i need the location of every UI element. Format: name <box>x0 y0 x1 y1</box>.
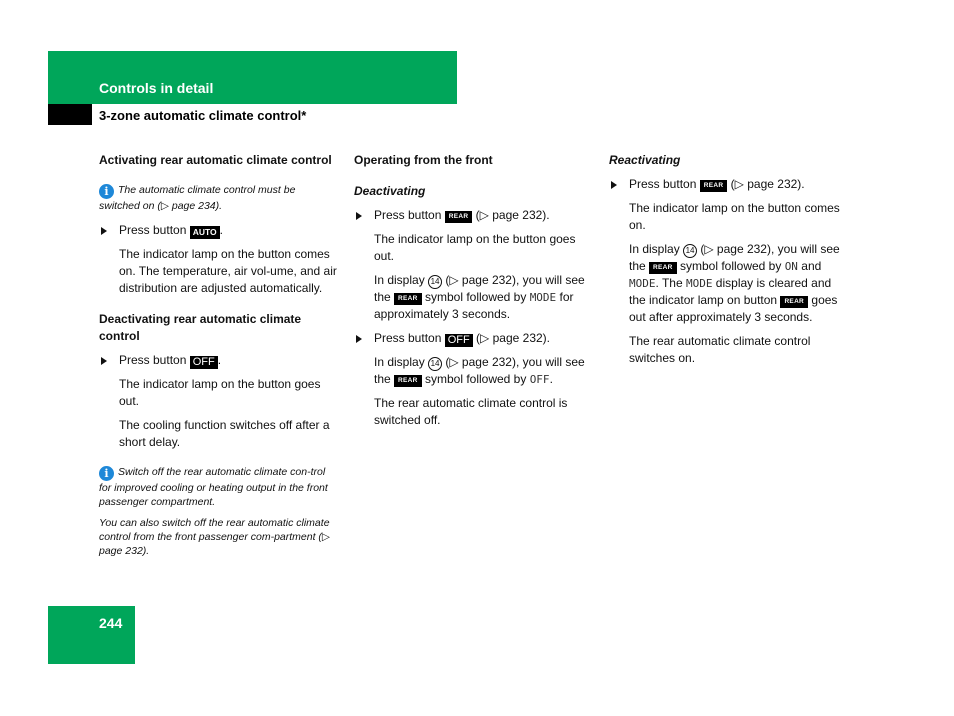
paragraph: The indicator lamp on the button goes out. <box>119 377 321 408</box>
column-2 <box>354 152 594 429</box>
step-press-off <box>99 352 339 369</box>
section-title: Controls in detail <box>99 80 214 96</box>
bullet-arrow-icon <box>356 212 362 220</box>
step-text: Press button <box>374 208 445 222</box>
info-icon: i <box>99 184 114 199</box>
subheading-reactivating: Reactivating <box>609 153 681 167</box>
paragraph: The rear automatic climate control switches on. <box>629 334 811 365</box>
header-bar <box>48 51 457 104</box>
info-icon: i <box>99 466 114 481</box>
paragraph: The indicator lamp on the button comes on. The temperature, air vol-ume, and air distribution are adjusted automatically. <box>119 247 337 295</box>
info-note-text: Switch off the rear automatic climate con-trol for improved cooling or heating output in the front passenger compartment. <box>99 466 328 508</box>
paragraph: The cooling function switches off after a short delay. <box>119 418 330 449</box>
step-suffix: . <box>219 223 223 237</box>
display-text-off: OFF <box>529 373 550 386</box>
off-button-symbol: OFF <box>190 356 218 369</box>
step-press-auto <box>99 222 339 239</box>
rear-button-symbol: REAR <box>780 296 808 308</box>
step-text: Press button <box>119 223 190 237</box>
column-1 <box>99 152 339 558</box>
step-suffix: (▷ page 232). <box>472 331 550 345</box>
column-3 <box>609 152 849 367</box>
rear-button-symbol: REAR <box>394 375 422 387</box>
step-suffix: . <box>217 353 222 367</box>
display-text-mode: MODE <box>685 277 713 290</box>
step-press-rear <box>354 207 594 224</box>
step-press-off <box>354 330 594 347</box>
rear-button-symbol: REAR <box>394 293 422 305</box>
info-note-text: The automatic climate control must be switched on (▷ page 234). <box>99 184 296 212</box>
paragraph: In display 14 (▷ page 232), you will see the REAR symbol followed by MODE for approximately 3 seconds. <box>374 273 585 321</box>
bullet-arrow-icon <box>101 227 107 235</box>
step-text: Press button <box>119 353 190 367</box>
note-text: You can also switch off the rear automatic climate control from the front passenger com-partment (▷ page 232). <box>99 517 330 557</box>
paragraph: The indicator lamp on the button comes on. <box>629 201 840 232</box>
step-text: Press button <box>374 331 445 345</box>
header-accent <box>48 104 92 125</box>
paragraph: The indicator lamp on the button goes out. <box>374 232 576 263</box>
subsection-title: 3-zone automatic climate control* <box>99 108 307 123</box>
step-suffix: (▷ page 232). <box>472 208 550 222</box>
off-button-symbol: OFF <box>445 334 473 347</box>
rear-button-symbol: REAR <box>700 180 728 192</box>
bullet-arrow-icon <box>611 181 617 189</box>
display-text-on: ON <box>784 260 798 273</box>
display-ref-badge: 14 <box>683 244 697 258</box>
rear-button-symbol: REAR <box>649 262 677 274</box>
paragraph: In display 14 (▷ page 232), you will see the REAR symbol followed by OFF. <box>374 355 585 386</box>
step-suffix: (▷ page 232). <box>727 177 805 191</box>
info-note <box>99 465 339 509</box>
heading-operating-front: Operating from the front <box>354 153 493 167</box>
heading-deactivating: Deactivating rear automatic climate control <box>99 312 302 343</box>
display-text-mode: MODE <box>529 291 557 304</box>
bullet-arrow-icon <box>101 357 107 365</box>
display-ref-badge: 14 <box>428 275 442 289</box>
info-note <box>99 183 339 213</box>
rear-button-symbol: REAR <box>445 211 473 223</box>
paragraph: In display 14 (▷ page 232), you will see the REAR symbol followed by ON and MODE. The MODE display is cleared and the indicator lamp on button REAR goes out after approximately 3 seconds. <box>629 242 840 324</box>
bullet-arrow-icon <box>356 335 362 343</box>
display-ref-badge: 14 <box>428 357 442 371</box>
step-press-rear <box>609 176 849 193</box>
heading-activating: Activating rear automatic climate control <box>99 153 332 167</box>
paragraph: The rear automatic climate control is switched off. <box>374 396 568 427</box>
auto-button-symbol: AUTO <box>190 226 220 239</box>
subheading-deactivating: Deactivating <box>354 184 426 198</box>
display-text-mode: MODE <box>629 277 656 290</box>
page-number: 244 <box>99 615 123 631</box>
step-text: Press button <box>629 177 700 191</box>
